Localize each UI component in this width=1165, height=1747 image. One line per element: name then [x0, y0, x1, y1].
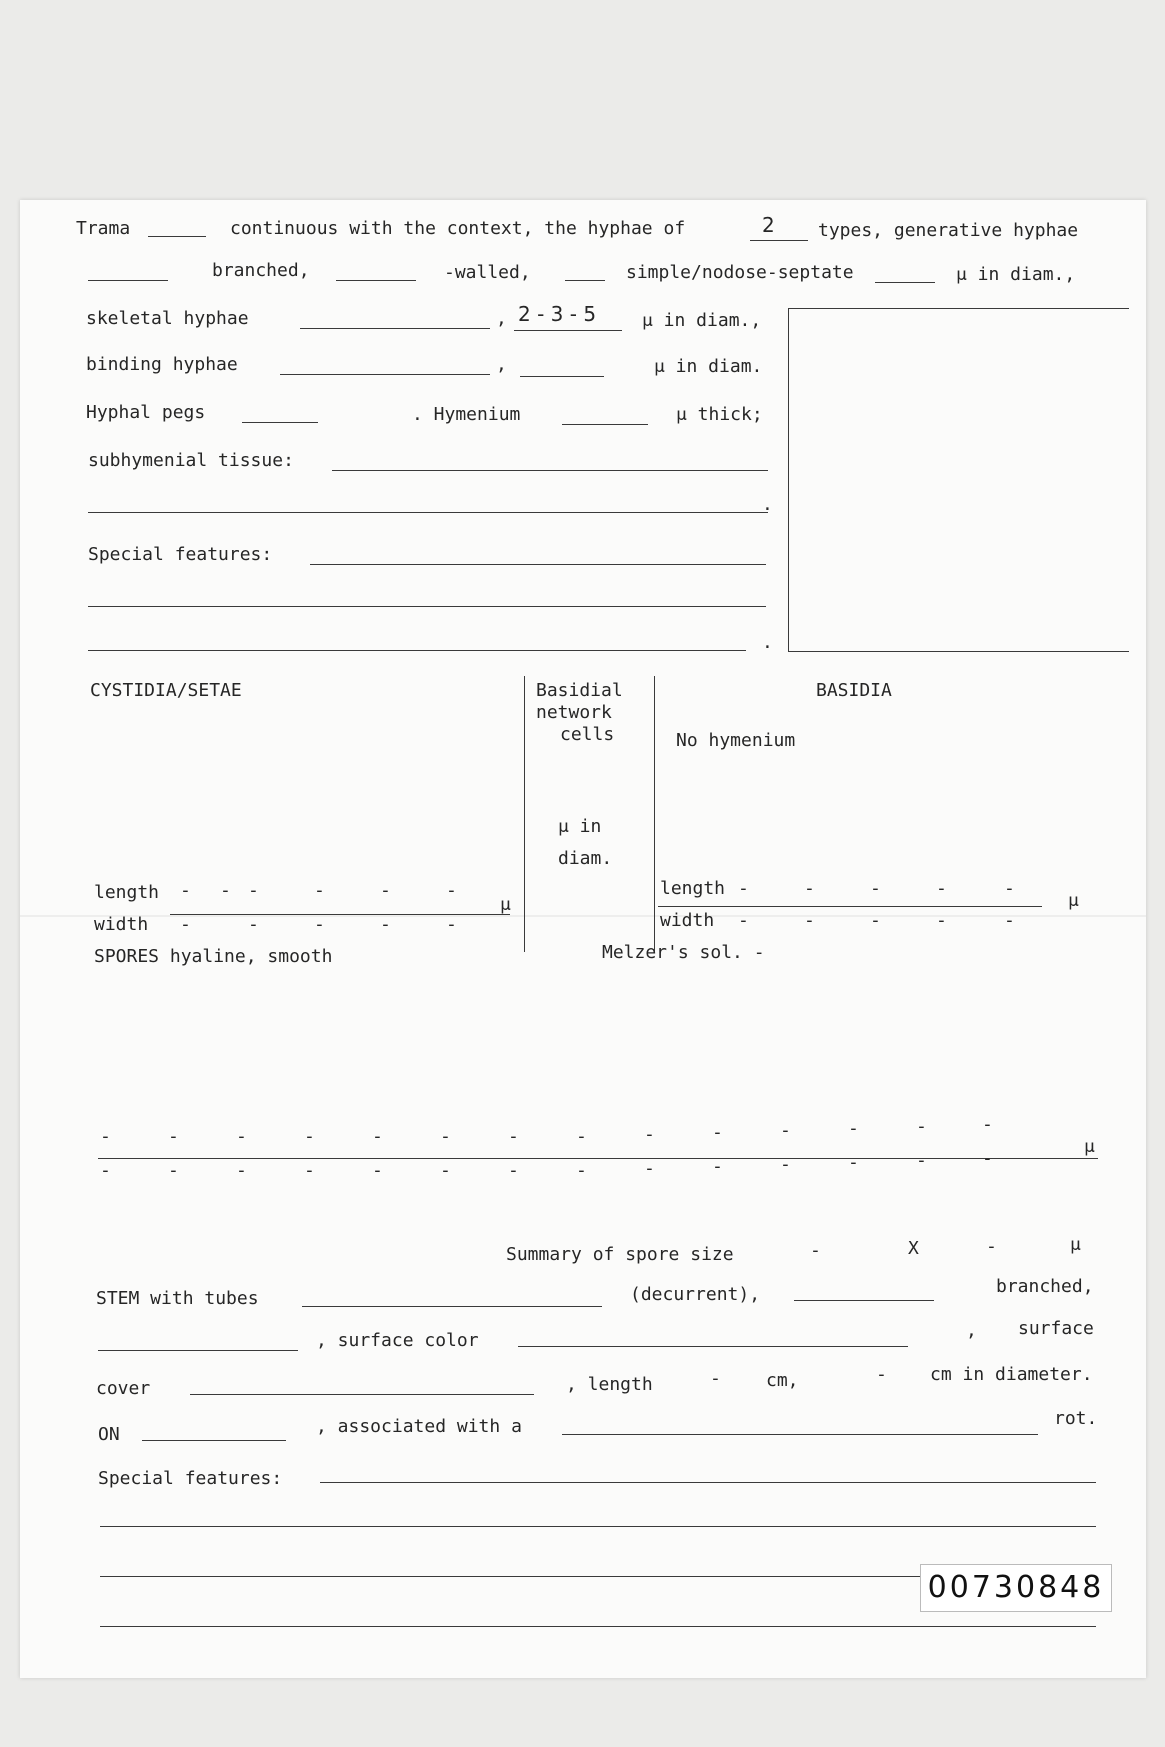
divider-left	[524, 676, 525, 952]
basidia-width-label: width	[660, 910, 715, 931]
binding-blank[interactable]	[280, 374, 490, 375]
cystidia-header: CYSTIDIA/SETAE	[90, 680, 242, 701]
decurrent-blank[interactable]	[794, 1300, 934, 1301]
dash: -	[372, 1160, 383, 1181]
cover-blank[interactable]	[190, 1394, 534, 1395]
dash: -	[780, 1154, 791, 1175]
special-features-2-label: Special features:	[98, 1468, 283, 1489]
dash: -	[936, 910, 947, 931]
stem-branched-label: branched,	[996, 1276, 1094, 1297]
dash: -	[248, 880, 259, 901]
dash: -	[1004, 878, 1015, 899]
surface-label: surface	[1018, 1318, 1094, 1339]
cover-label: cover	[96, 1378, 151, 1399]
trama-label: Trama	[76, 218, 131, 239]
dash: -	[576, 1160, 587, 1181]
dash: -	[936, 878, 947, 899]
cm-label: cm,	[766, 1370, 799, 1391]
spores-mu: μ	[1084, 1136, 1095, 1157]
dash: -	[982, 1148, 993, 1169]
dash: -	[916, 1150, 927, 1171]
special-features-2-blank-2[interactable]	[100, 1526, 1096, 1527]
surface-blank-1[interactable]	[98, 1350, 298, 1351]
dash: -	[738, 878, 749, 899]
basidia-length-label: length	[660, 878, 726, 899]
dash: -	[372, 1126, 383, 1147]
dash: -	[100, 1160, 111, 1181]
binding-diam-blank[interactable]	[520, 376, 604, 377]
hymenium-blank[interactable]	[562, 424, 648, 425]
on-blank[interactable]	[142, 1440, 286, 1441]
surface-color-blank[interactable]	[518, 1346, 908, 1347]
dash: -	[848, 1152, 859, 1173]
skeletal-value-blank	[514, 330, 622, 331]
skeletal-unit: μ in diam.,	[642, 310, 762, 331]
dash: -	[180, 914, 191, 935]
walled-blank[interactable]	[336, 280, 416, 281]
dash: -	[780, 1120, 791, 1141]
catalog-number-label: 00730848	[920, 1564, 1112, 1612]
septate-label: simple/nodose-septate	[626, 262, 854, 283]
special-features-label: Special features:	[88, 544, 273, 565]
period: .	[762, 494, 773, 515]
branched-label: branched,	[212, 260, 310, 281]
dash: -	[236, 1126, 247, 1147]
basidial-mu-in: μ in	[558, 816, 602, 837]
special-features-2-blank[interactable]	[320, 1482, 1096, 1483]
basidial-diam: diam.	[558, 848, 613, 869]
basidial-line2: network	[536, 702, 612, 723]
special-features-blank-3[interactable]	[88, 650, 746, 651]
special-features-blank[interactable]	[310, 564, 766, 565]
dash: -	[304, 1126, 315, 1147]
dash: -	[848, 1118, 859, 1139]
thick-label: μ thick;	[676, 404, 763, 425]
dash: -	[870, 910, 881, 931]
hymenium-label: . Hymenium	[412, 404, 521, 425]
dash: -	[644, 1124, 655, 1145]
basidial-line1: Basidial	[536, 680, 623, 701]
dash: -	[710, 1368, 721, 1389]
summary-x: X	[908, 1238, 919, 1259]
on-label: ON	[98, 1424, 120, 1445]
summary-label: Summary of spore size	[506, 1244, 734, 1265]
dash: -	[380, 914, 391, 935]
comma: ,	[496, 308, 507, 329]
dash: -	[380, 880, 391, 901]
hyphae-types-value[interactable]: 2	[762, 213, 775, 237]
spores-label: SPORES hyaline, smooth	[94, 946, 333, 967]
hyphal-pegs-label: Hyphal pegs	[86, 402, 206, 423]
subhymenial-label: subhymenial tissue:	[88, 450, 294, 471]
dash: -	[440, 1160, 451, 1181]
dash: -	[804, 910, 815, 931]
cystidia-divider	[170, 914, 510, 915]
trama-text2: types, generative hyphae	[818, 220, 1079, 241]
dash: -	[810, 1240, 821, 1261]
decurrent-label: (decurrent),	[630, 1284, 761, 1305]
dash: -	[1004, 910, 1015, 931]
summary-mu: μ	[1070, 1234, 1081, 1255]
dash: -	[314, 914, 325, 935]
dash: -	[440, 1126, 451, 1147]
septate-blank[interactable]	[565, 280, 605, 281]
basidia-mu: μ	[1068, 890, 1079, 911]
trama-blank[interactable]	[148, 236, 206, 237]
branched-blank[interactable]	[88, 280, 168, 281]
dash: -	[982, 1114, 993, 1135]
period: .	[762, 632, 773, 653]
dash: -	[446, 914, 457, 935]
trama-text1: continuous with the context, the hyphae of	[230, 218, 686, 239]
cm-diam-label: cm in diameter.	[930, 1364, 1093, 1385]
rot-label: rot.	[1054, 1408, 1098, 1429]
dash: -	[168, 1160, 179, 1181]
cystidia-length-label: length	[94, 882, 160, 903]
associated-label: , associated with a	[316, 1416, 522, 1437]
stem-blank[interactable]	[302, 1306, 602, 1307]
dash: -	[576, 1126, 587, 1147]
skeletal-value[interactable]: 2 - 3 - 5	[518, 302, 597, 326]
skeletal-blank[interactable]	[300, 328, 490, 329]
no-hymenium-note: No hymenium	[676, 730, 796, 751]
melzer-label: Melzer's sol. -	[602, 942, 765, 963]
dash: -	[712, 1156, 723, 1177]
spores-divider	[98, 1158, 1098, 1159]
hyphae-types-blank	[750, 240, 808, 241]
dash: -	[236, 1160, 247, 1181]
dash: -	[304, 1160, 315, 1181]
dash: -	[916, 1116, 927, 1137]
cystidia-mu: μ	[500, 894, 511, 915]
dash: -	[870, 878, 881, 899]
dash: -	[248, 914, 259, 935]
associated-blank[interactable]	[562, 1434, 1038, 1435]
dash: -	[644, 1158, 655, 1179]
subhymenial-blank-2[interactable]	[88, 512, 768, 513]
dash: -	[168, 1126, 179, 1147]
cystidia-width-label: width	[94, 914, 149, 935]
binding-label: binding hyphae	[86, 354, 238, 375]
basidia-divider	[658, 906, 1042, 907]
dash: -	[446, 880, 457, 901]
subhymenial-blank[interactable]	[332, 470, 768, 471]
skeletal-label: skeletal hyphae	[86, 308, 249, 329]
dash: -	[804, 878, 815, 899]
basidia-header: BASIDIA	[816, 680, 892, 701]
dash: -	[180, 880, 191, 901]
dash: -	[220, 880, 231, 901]
notes-box[interactable]	[788, 308, 1129, 652]
surface-color-label: , surface color	[316, 1330, 479, 1351]
special-features-2-blank-4[interactable]	[100, 1626, 1096, 1627]
comma: ,	[496, 354, 507, 375]
hyphal-pegs-blank[interactable]	[242, 422, 318, 423]
divider-right	[654, 676, 655, 952]
special-features-blank-2[interactable]	[88, 606, 766, 607]
dash: -	[314, 880, 325, 901]
gen-diam-label: μ in diam.,	[956, 264, 1076, 285]
form-sheet	[20, 200, 1146, 1678]
dash: -	[100, 1126, 111, 1147]
basidial-line3: cells	[560, 724, 615, 745]
dash: -	[986, 1236, 997, 1257]
binding-unit: μ in diam.	[654, 356, 763, 377]
dash: -	[508, 1126, 519, 1147]
dash: -	[876, 1364, 887, 1385]
dash: -	[508, 1160, 519, 1181]
stem-label: STEM with tubes	[96, 1288, 259, 1309]
length-label: , length	[566, 1374, 653, 1395]
comma: ,	[966, 1320, 977, 1341]
dash: -	[712, 1122, 723, 1143]
dash: -	[738, 910, 749, 931]
walled-label: -walled,	[444, 262, 531, 283]
gen-diam-blank[interactable]	[875, 282, 935, 283]
